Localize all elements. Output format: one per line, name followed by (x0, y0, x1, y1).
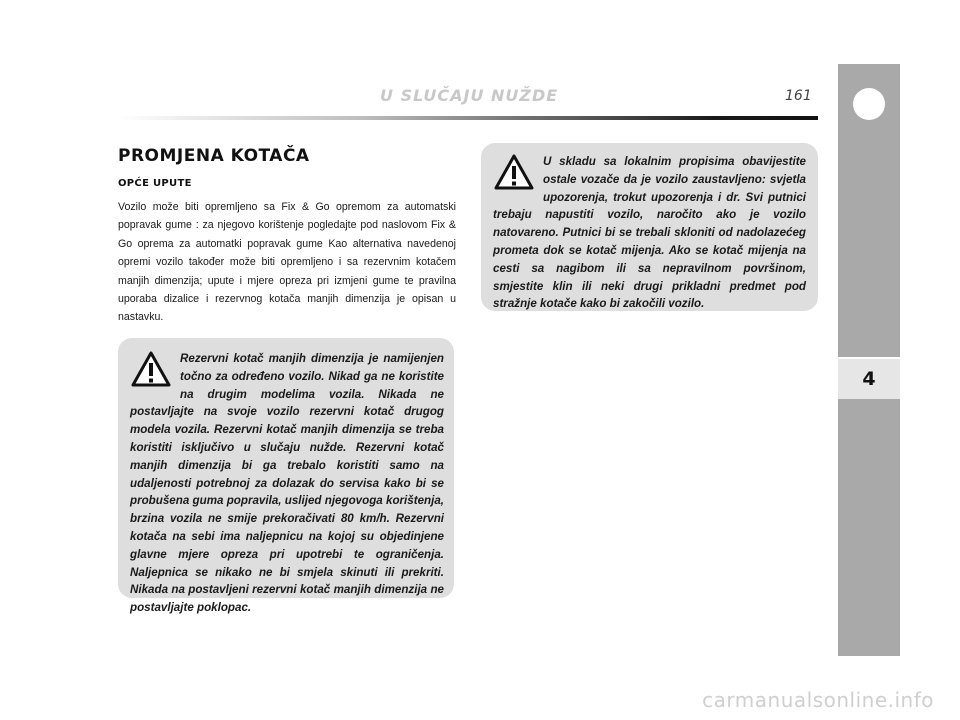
section-title: U SLUČAJU NUŽDE (380, 86, 559, 105)
warning-triangle-icon (130, 350, 172, 390)
warning-text: Rezervni kotač manjih dimenzija je namijenjen točno za određeno vozilo. Nikad ga ne koristite na drugim modelima vozila. Nikada ne postavljajte na svoje vozilo rezervni kotač drugog modela vozila. Rezervni kotač manjih dimenzija se treba koristiti isključivo u slučaju nužde. Rezervni kotač manjih dimenzija bi ga trebalo koristiti samo na udaljenosti potrebnoj za dolazak do servisa kako bi se probušena guma popravila, uslijed njegovoga korištenja, brzina vozila ne smije prekoračivati 80 km/h. Rezervni kotača na sebi ima naljepnicu na kojoj su objedinjene glavne mjere opreza pri upotrebi te ograničenja. Naljepnica se nikako ne bi smjela skinuti ili prekriti. Nikada na postavljeni rezervni kotač manjih dimenzija ne postavljajte poklopac. (130, 352, 444, 615)
warning-triangle-icon (493, 153, 535, 193)
warning-text: U skladu sa lokalnim propisima obavijestite ostale vozače da je vozilo zaustavljeno: svjetla upozorenja, trokut upozorenja i dr. Svi putnici trebaju napustiti vozilo, naročito ako je vozilo natovareno. Putnici bi se trebali skloniti od nadolazećeg prometa dok se kotač mijenja. Ako se kotač mijenja na cesti sa nagibom ili sa nepravilnom površinom, smjestite klin ili neki drugi prikladni predmet pod stražnje kotače kako bi zakočili vozilo. (493, 155, 806, 311)
warning-box-road-safety (481, 143, 818, 311)
section-heading: PROMJENA KOTAČA (118, 146, 310, 166)
watermark: carmanualsonline.info (702, 688, 934, 712)
sub-heading: OPĆE UPUTE (118, 178, 192, 189)
body-paragraph: Vozilo može biti opremljeno sa Fix & Go opremom za automatski popravak gume : za njegovo korištenje pogledajte pod naslovom Fix & Go oprema za automatki popravak gume Kao alternativa navedenoj opremi vozilo također može biti opremljeno i sa rezervnim kotačem manjih dimenzija; upute i mjere opreza pri izmjeni gume te pravilna uporaba dizalice i rezervnog kotača manjih dimenzija je opisan u nastavku. (118, 201, 456, 324)
warning-box-spare-wheel (118, 338, 454, 615)
chapter-dot-icon (853, 88, 885, 120)
page-number: 161 (785, 88, 812, 104)
header-divider (118, 116, 818, 120)
chapter-marker (838, 357, 900, 399)
chapter-number: 4 (838, 359, 900, 399)
